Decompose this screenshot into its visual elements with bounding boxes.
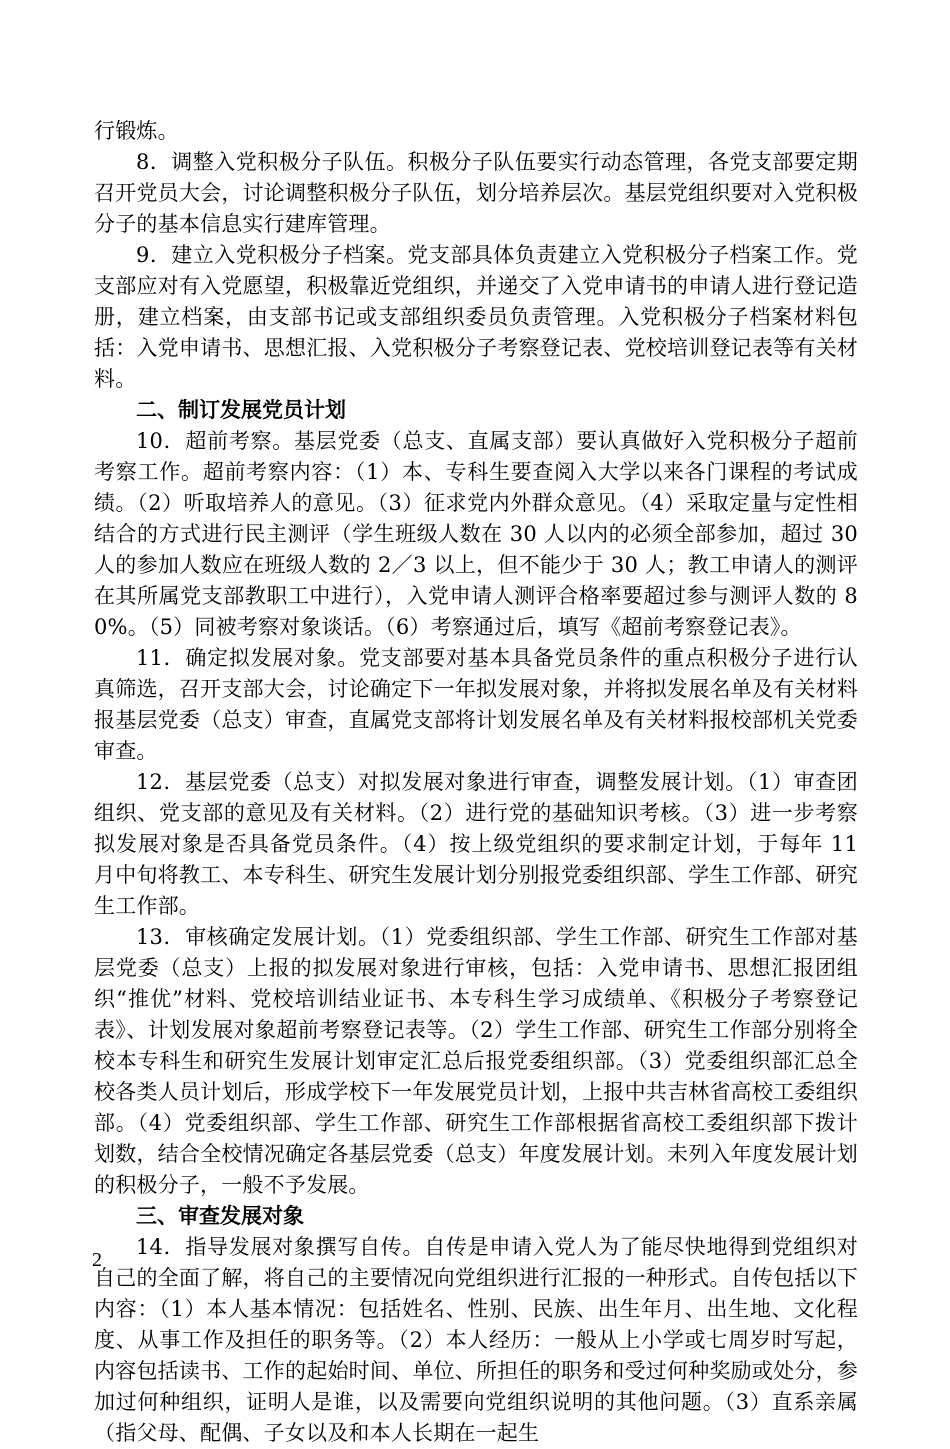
paragraph-8: 8．调整入党积极分子队伍。积极分子队伍要实行动态管理，各党支部要定期召开党员大会，讨论调整积极分子队伍，划分培养层次。基层党组织要对入党积极分子的基本信息实行建库管理。	[94, 150, 858, 236]
page-number: 2	[92, 1249, 102, 1271]
paragraph-11: 11．确定拟发展对象。党支部要对基本具备党员条件的重点积极分子进行认真筛选，召开支部大会，讨论确定下一年拟发展对象，并将拟发展名单及有关材料报基层党委（总支）审查，直属党支部将计划发展名单及有关材料报校部机关党委审查。	[94, 646, 858, 763]
section-heading-3: 三、审查发展对象	[136, 1204, 304, 1228]
document-body	[94, 116, 858, 1449]
section-heading-2: 二、制订发展党员计划	[136, 398, 346, 422]
paragraph-12: 12．基层党委（总支）对拟发展对象进行审查，调整发展计划。（1）审查团组织、党支部的意见及有关材料。（2）进行党的基础知识考核。（3）进一步考察拟发展对象是否具备党员条件。（4）按上级党组织的要求制定计划，于每年 11 月中旬将教工、本专科生、研究生发展计划分别报党委组织部、学生工作部、研究生工作部。	[94, 770, 858, 918]
paragraph-continuation: 行锻炼。	[94, 119, 179, 143]
paragraph-10: 10．超前考察。基层党委（总支、直属支部）要认真做好入党积极分子超前考察工作。超前考察内容：（1）本、专科生要查阅入大学以来各门课程的考试成绩。（2）听取培养人的意见。（3）征求党内外群众意见。（4）采取定量与定性相结合的方式进行民主测评（学生班级人数在 30 人以内的必须全部参加，超过 30 人的参加人数应在班级人数的 2／3 以上，但不能少于 30 人；教工申请人的测评在其所属党支部教职工中进行），入党申请人测评合格率要超过参与测评人数的 80%。（5）同被考察对象谈话。（6）考察通过后，填写《超前考察登记表》。	[94, 429, 858, 639]
paragraph-9: 9．建立入党积极分子档案。党支部具体负责建立入党积极分子档案工作。党支部应对有入党愿望，积极靠近党组织，并递交了入党申请书的申请人进行登记造册，建立档案，由支部书记或支部组织委员负责管理。入党积极分子档案材料包括：入党申请书、思想汇报、入党积极分子考察登记表、党校培训登记表等有关材料。	[94, 243, 858, 391]
paragraph-13: 13．审核确定发展计划。（1）党委组织部、学生工作部、研究生工作部对基层党委（总支）上报的拟发展对象进行审核，包括：入党申请书、思想汇报团组织“推优”材料、党校培训结业证书、本专科生学习成绩单、《积极分子考察登记表》、计划发展对象超前考察登记表等。（2）学生工作部、研究生工作部分别将全校本专科生和研究生发展计划审定汇总后报党委组织部。（3）党委组织部汇总全校各类人员计划后，形成学校下一年发展党员计划，上报中共吉林省高校工委组织部。（4）党委组织部、学生工作部、研究生工作部根据省高校工委组织部下拨计划数，结合全校情况确定各基层党委（总支）年度发展计划。未列入年度发展计划的积极分子，一般不予发展。	[94, 925, 858, 1197]
paragraph-14: 14．指导发展对象撰写自传。自传是申请入党人为了能尽快地得到党组织对自己的全面了解，将自己的主要情况向党组织进行汇报的一种形式。自传包括以下内容：（1）本人基本情况：包括姓名、性别、民族、出生年月、出生地、文化程度、从事工作及担任的职务等。（2）本人经历：一般从上小学或七周岁时写起，内容包括读书、工作的起始时间、单位、所担任的职务和受过何种奖励或处分，参加过何种组织，证明人是谁，以及需要向党组织说明的其他问题。（3）直系亲属（指父母、配偶、子女以及和本人长期在一起生	[94, 1235, 858, 1445]
